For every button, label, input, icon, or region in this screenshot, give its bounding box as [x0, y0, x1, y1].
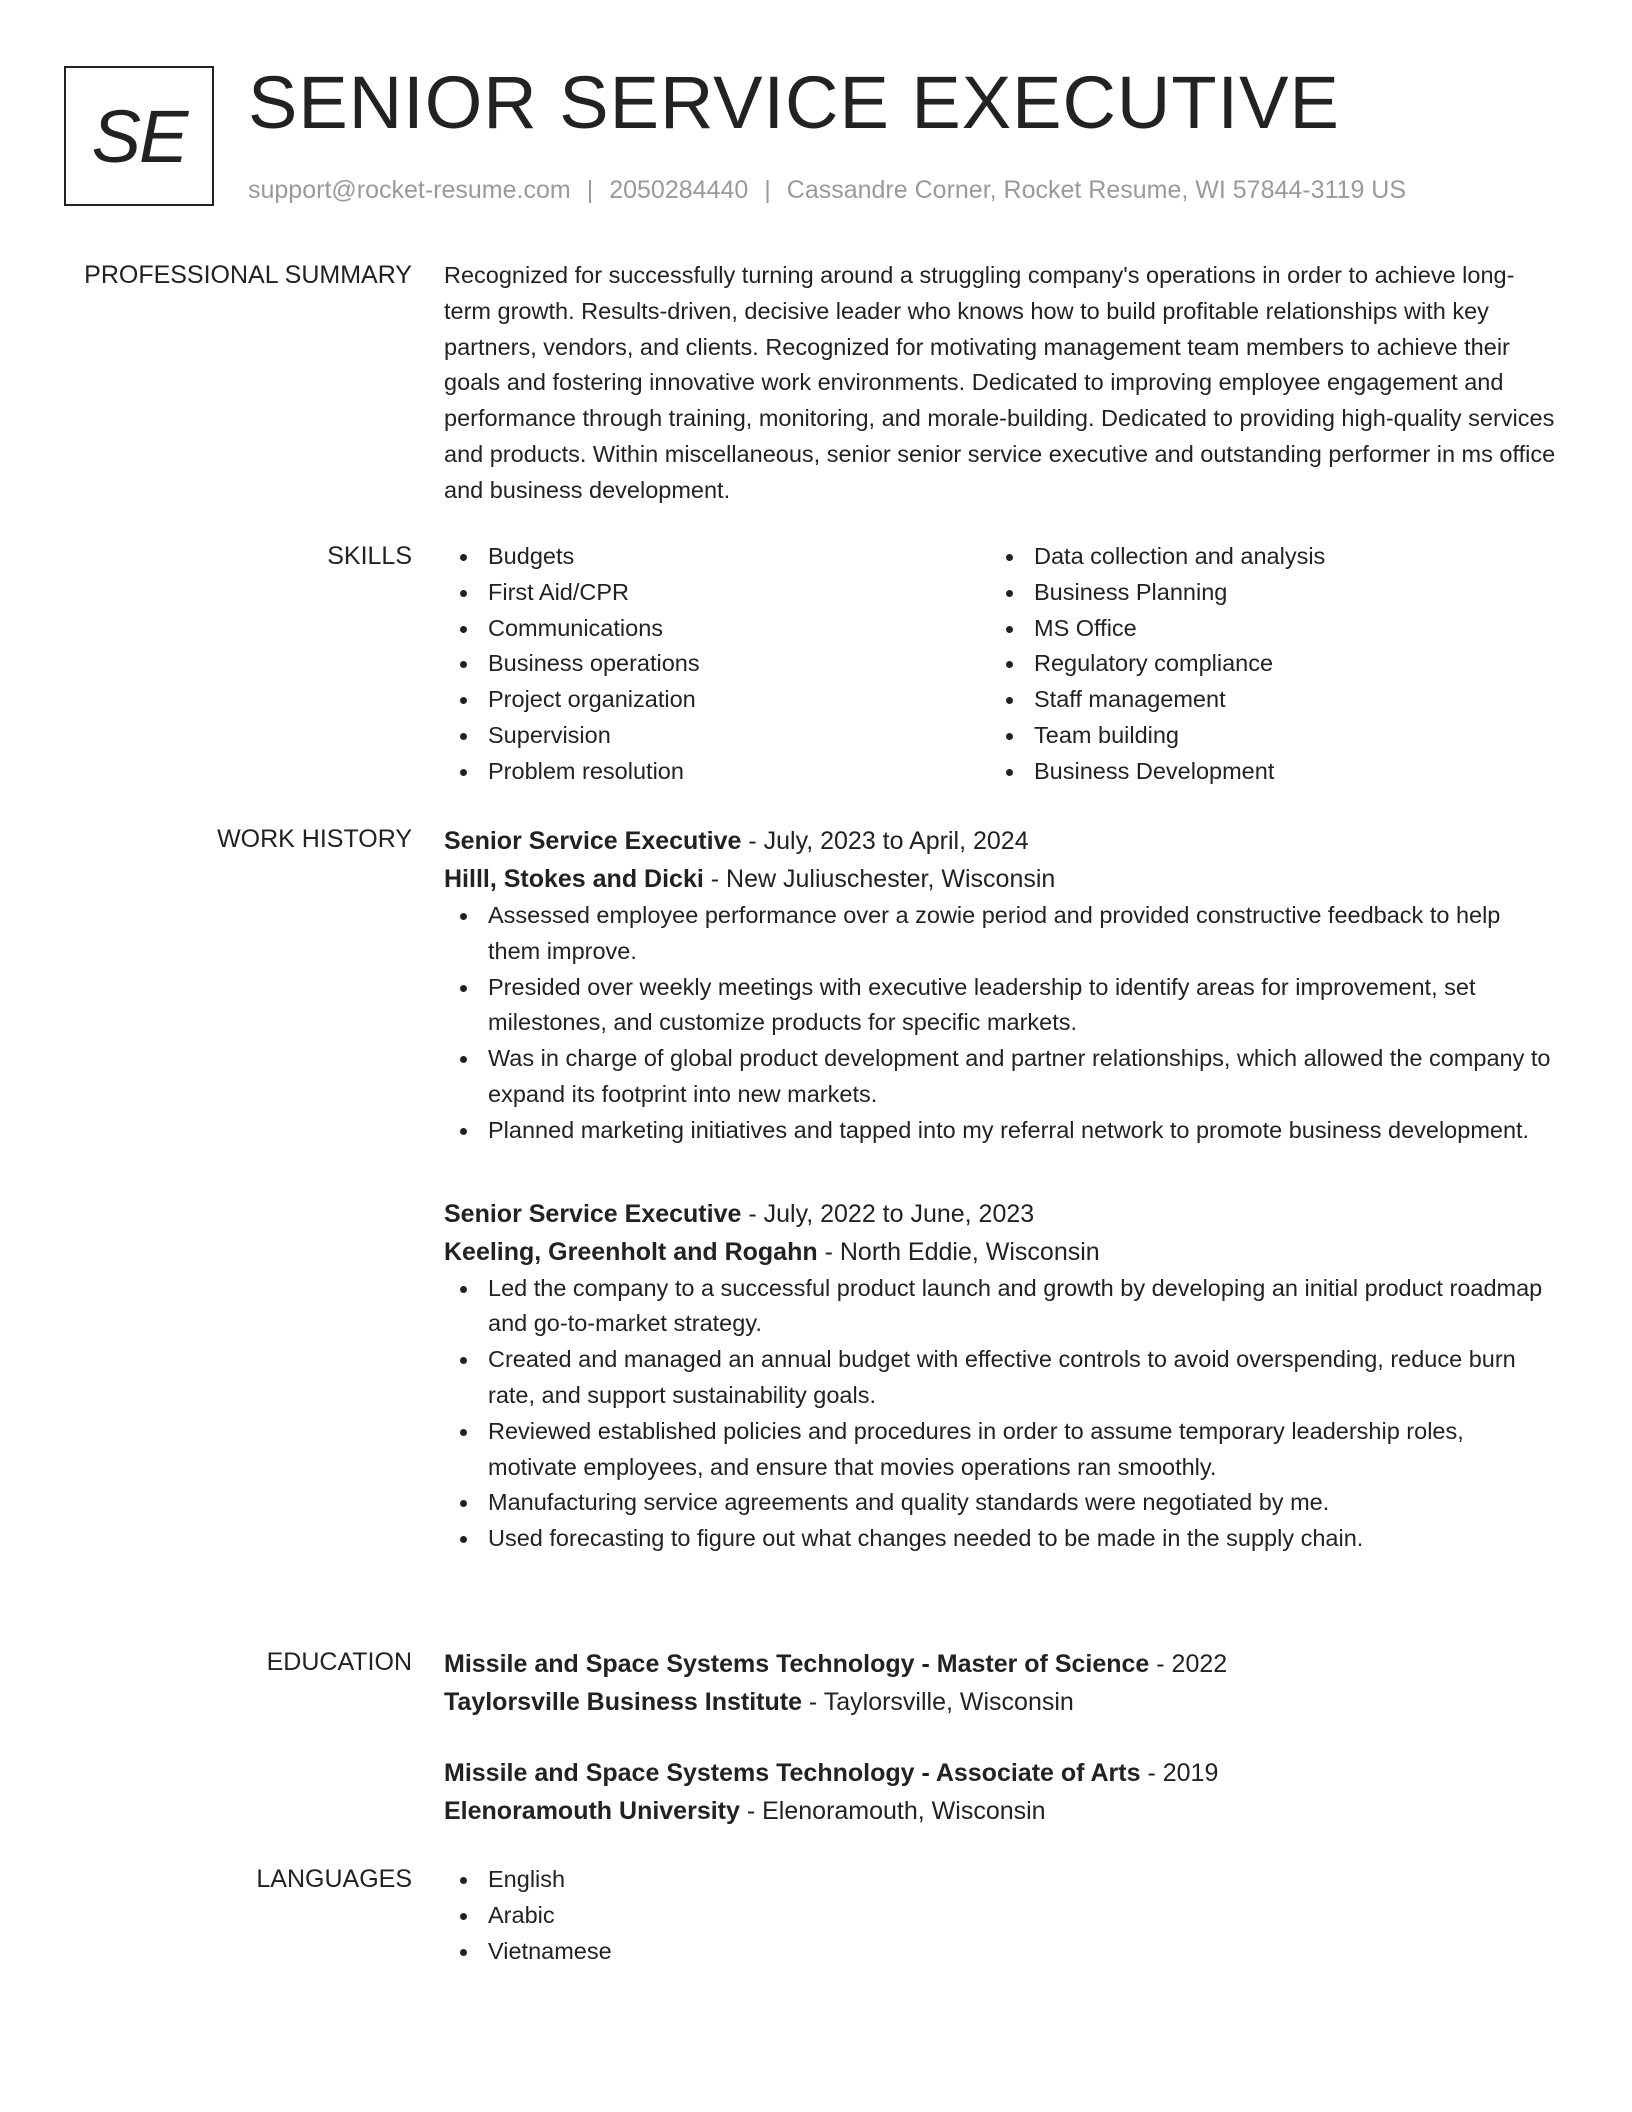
- skill-item: Team building: [990, 718, 1536, 754]
- skill-item: Project organization: [444, 682, 990, 718]
- section-heading-languages: LANGUAGES: [256, 1865, 412, 1893]
- skills-list-right: [990, 539, 1536, 790]
- job-bullet-list: [444, 898, 1559, 1149]
- skill-item: Supervision: [444, 718, 990, 754]
- education-year: - 2019: [1140, 1759, 1219, 1787]
- section-heading-skills: SKILLS: [327, 542, 412, 570]
- education-entry: [444, 1754, 1559, 1830]
- education-degree: Missile and Space Systems Technology - Master of Science: [444, 1650, 1150, 1678]
- education-degree-line: [444, 1754, 1559, 1792]
- job-company-line: [444, 860, 1559, 898]
- job-company: Hilll, Stokes and Dicki: [444, 865, 704, 893]
- education-body: [444, 1645, 1559, 1830]
- summary-text: Recognized for successfully turning around a struggling company's operations in order to achieve long-term growth. Results-driven, decisive leader who knows how to build profitable relationships with key partners, vendors, and clients. Recognized for motivating management team members to achieve their goals and fostering innovative work environments. Dedicated to improving employee engagement and performance through training, monitoring, and morale-building. Dedicated to providing high-quality services and products. Within miscellaneous, senior senior service executive and outstanding performer in ms office and business development.: [444, 262, 1556, 503]
- contact-separator: |: [764, 176, 771, 204]
- contact-line: [248, 174, 1406, 206]
- job-bullet: Used forecasting to figure out what changes needed to be made in the supply chain.: [444, 1521, 1559, 1557]
- job-company: Keeling, Greenholt and Rogahn: [444, 1237, 818, 1266]
- resume-name: SENIOR SERVICE EXECUTIVE: [248, 61, 1340, 144]
- job-bullet-list: [444, 1271, 1559, 1557]
- monogram-initials: SE: [91, 94, 187, 178]
- job-bullet: Led the company to a successful product launch and growth by developing an initial product roadmap and go-to-market strategy.: [444, 1271, 1559, 1343]
- languages-list: [444, 1862, 1559, 1969]
- education-school: Taylorsville Business Institute: [444, 1688, 802, 1716]
- work-history-body: [444, 822, 1559, 1557]
- job-company-line: [444, 1233, 1559, 1271]
- job-bullet: Manufacturing service agreements and quality standards were negotiated by me.: [444, 1485, 1559, 1521]
- skill-item: Staff management: [990, 682, 1536, 718]
- skills-list-left: [444, 539, 990, 790]
- contact-address: Cassandre Corner, Rocket Resume, WI 57844-3119 US: [786, 176, 1407, 204]
- section-heading-education: EDUCATION: [266, 1648, 412, 1676]
- skill-item: Business operations: [444, 646, 990, 682]
- education-school-line: [444, 1683, 1559, 1721]
- job-bullet: Assessed employee performance over a zowie period and provided constructive feedback to help them improve.: [444, 898, 1559, 970]
- education-degree: Missile and Space Systems Technology - Associate of Arts: [444, 1759, 1141, 1787]
- job-entry: [444, 1195, 1559, 1557]
- job-location: - North Eddie, Wisconsin: [817, 1237, 1100, 1266]
- job-bullet: Was in charge of global product development and partner relationships, which allowed the company to expand its footprint into new markets.: [444, 1041, 1559, 1113]
- language-item: Arabic: [444, 1898, 1559, 1934]
- skill-item: Problem resolution: [444, 754, 990, 790]
- contact-separator: |: [586, 176, 594, 204]
- contact-phone: 2050284440: [609, 176, 749, 204]
- language-item: English: [444, 1862, 1559, 1898]
- job-bullet: Reviewed established policies and procedures in order to assume temporary leadership roles, motivate employees, and ensure that movies operations ran smoothly.: [444, 1414, 1559, 1486]
- job-location: - New Juliuschester, Wisconsin: [703, 865, 1056, 893]
- education-entry: [444, 1645, 1559, 1721]
- job-dates: - July, 2022 to June, 2023: [741, 1199, 1035, 1228]
- education-location: - Taylorsville, Wisconsin: [801, 1688, 1074, 1716]
- languages-body: [444, 1862, 1559, 1969]
- language-item: Vietnamese: [444, 1934, 1559, 1970]
- skill-item: Regulatory compliance: [990, 646, 1536, 682]
- skill-item: MS Office: [990, 611, 1536, 647]
- skill-item: First Aid/CPR: [444, 575, 990, 611]
- skill-item: Communications: [444, 611, 990, 647]
- skills-body: [444, 539, 1559, 790]
- section-heading-work-history: WORK HISTORY: [217, 825, 412, 853]
- job-bullet: Created and managed an annual budget with effective controls to avoid overspending, reduce burn rate, and support sustainability goals.: [444, 1342, 1559, 1414]
- summary-body: [444, 258, 1559, 509]
- education-degree-line: [444, 1645, 1559, 1683]
- education-year: - 2022: [1149, 1650, 1228, 1678]
- education-school: Elenoramouth University: [444, 1797, 740, 1825]
- skill-item: Business Planning: [990, 575, 1536, 611]
- job-entry: [444, 822, 1559, 1149]
- skill-item: Budgets: [444, 539, 990, 575]
- job-bullet: Planned marketing initiatives and tapped into my referral network to promote business development.: [444, 1113, 1559, 1149]
- skill-item: Business Development: [990, 754, 1536, 790]
- job-bullet: Presided over weekly meetings with executive leadership to identify areas for improvement, set milestones, and customize products for specific markets.: [444, 970, 1559, 1042]
- skill-item: Data collection and analysis: [990, 539, 1536, 575]
- education-location: - Elenoramouth, Wisconsin: [739, 1797, 1046, 1825]
- section-heading-summary: PROFESSIONAL SUMMARY: [84, 261, 412, 289]
- job-title: Senior Service Executive: [444, 827, 742, 855]
- job-title: Senior Service Executive: [444, 1199, 742, 1228]
- monogram-box: [64, 66, 214, 206]
- contact-email: support@rocket-resume.com: [248, 176, 571, 204]
- education-school-line: [444, 1792, 1559, 1830]
- job-title-line: [444, 822, 1559, 860]
- job-title-line: [444, 1195, 1559, 1233]
- job-dates: - July, 2023 to April, 2024: [741, 827, 1029, 855]
